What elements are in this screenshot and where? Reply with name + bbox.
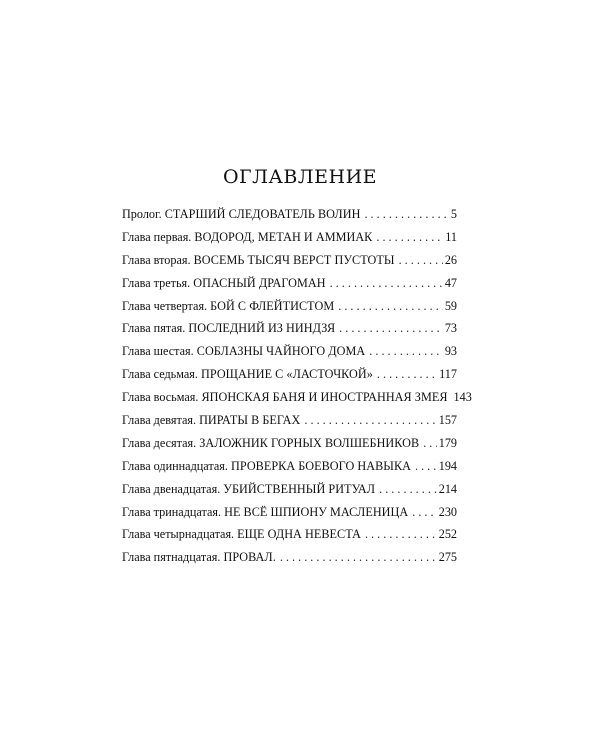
toc-entry-page: 26 xyxy=(444,252,457,267)
toc-entry-prefix: Глава третья. xyxy=(122,275,191,290)
toc-entry-name: ЯПОНСКАЯ БАНЯ И ИНОСТРАННАЯ ЗМЕЯ xyxy=(201,390,448,405)
toc-entry-label xyxy=(122,229,372,245)
toc-list xyxy=(122,206,472,572)
toc-entry xyxy=(122,504,457,527)
toc-entry-page: 214 xyxy=(438,481,457,496)
toc-entry-prefix: Глава пятнадцатая. xyxy=(122,550,221,565)
toc-entry-name: ЕЩЕ ОДНА НЕВЕСТА xyxy=(237,527,361,542)
toc-entry xyxy=(122,320,457,343)
toc-entry-prefix: Глава двенадцатая. xyxy=(122,481,221,496)
toc-entry-label xyxy=(122,389,448,405)
toc-entry xyxy=(122,343,457,366)
toc-entry-page: 59 xyxy=(444,298,457,313)
dot-leader xyxy=(330,275,443,291)
toc-entry-prefix: Глава восьмая. xyxy=(122,390,199,405)
toc-entry-prefix: Глава четырнадцатая. xyxy=(122,527,235,542)
dot-leader xyxy=(280,549,437,565)
toc-entry-page: 252 xyxy=(438,527,457,542)
toc-entry-name: СТАРШИЙ СЛЕДОВАТЕЛЬ ВОЛИН xyxy=(164,207,361,221)
toc-entry-page: 194 xyxy=(438,458,457,473)
dot-leader xyxy=(304,412,436,428)
toc-entry xyxy=(122,481,457,504)
toc-entry-label xyxy=(122,435,419,451)
toc-entry-name: ПИРАТЫ В БЕГАХ xyxy=(199,413,301,428)
toc-entry-prefix: Глава девятая. xyxy=(122,413,197,428)
toc-entry-name: СОБЛАЗНЫ ЧАЙНОГО ДОМА xyxy=(196,344,366,359)
toc-entry-page: 73 xyxy=(444,321,457,336)
toc-entry-prefix: Глава четвертая. xyxy=(122,298,208,313)
toc-entry-prefix: Глава шестая. xyxy=(122,344,194,359)
toc-entry-page: 117 xyxy=(439,367,457,382)
toc-entry xyxy=(122,435,457,458)
toc-entry-label xyxy=(122,252,395,268)
toc-entry xyxy=(122,549,457,572)
dot-leader xyxy=(423,435,437,451)
toc-entry-prefix: Пролог. xyxy=(122,207,162,221)
dot-leader xyxy=(338,298,443,314)
toc-entry-page: 157 xyxy=(438,413,457,428)
dot-leader xyxy=(376,229,443,245)
toc-entry-label xyxy=(122,320,335,336)
toc-entry-label xyxy=(122,504,408,520)
toc-entry-label xyxy=(122,366,373,382)
toc-entry xyxy=(122,366,457,389)
toc-entry-name: УБИЙСТВЕННЫЙ РИТУАЛ xyxy=(223,481,376,496)
toc-entry-name: ПРОЩАНИЕ С «ЛАСТОЧКОЙ» xyxy=(200,367,373,382)
dot-leader xyxy=(377,366,437,382)
toc-entry-page: 143 xyxy=(453,390,472,405)
toc-entry-label xyxy=(122,481,375,497)
toc-entry xyxy=(122,389,472,412)
toc-entry-page: 230 xyxy=(438,504,457,519)
toc-entry-page: 11 xyxy=(445,229,457,244)
toc-entry-label xyxy=(122,206,360,222)
toc-entry-page: 93 xyxy=(444,344,457,359)
toc-entry xyxy=(122,526,457,549)
toc-entry-prefix: Глава пятая. xyxy=(122,321,186,336)
dot-leader xyxy=(364,206,447,222)
toc-entry-label xyxy=(122,549,276,565)
toc-entry-page: 179 xyxy=(438,435,457,450)
dot-leader xyxy=(379,481,437,497)
toc-entry-prefix: Глава одиннадцатая. xyxy=(122,458,228,473)
dot-leader xyxy=(339,320,443,336)
toc-entry-name: ВОДОРОД, МЕТАН И АММИАК xyxy=(194,229,373,244)
toc-entry xyxy=(122,206,457,229)
toc-entry xyxy=(122,229,457,252)
toc-entry-prefix: Глава первая. xyxy=(122,229,192,244)
toc-entry xyxy=(122,458,457,481)
toc-entry xyxy=(122,298,457,321)
dot-leader xyxy=(369,343,443,359)
toc-entry-label xyxy=(122,298,334,314)
dot-leader xyxy=(399,252,443,268)
toc-title: ОГЛАВЛЕНИЕ xyxy=(222,166,378,188)
toc-entry-page: 47 xyxy=(444,275,457,290)
toc-entry-prefix: Глава десятая. xyxy=(122,435,197,450)
toc-entry-name: ПОСЛЕДНИЙ ИЗ НИНДЗЯ xyxy=(188,321,336,336)
toc-entry-prefix: Глава тринадцатая. xyxy=(122,504,222,519)
toc-entry-prefix: Глава седьмая. xyxy=(122,367,198,382)
dot-leader xyxy=(365,526,437,542)
toc-entry-name: ПРОВАЛ. xyxy=(223,550,276,565)
toc-entry-name: ВОСЕМЬ ТЫСЯЧ ВЕРСТ ПУСТОТЫ xyxy=(193,252,395,267)
toc-entry xyxy=(122,412,457,435)
toc-entry-label xyxy=(122,458,411,474)
toc-entry-prefix: Глава вторая. xyxy=(122,252,191,267)
toc-entry-page: 275 xyxy=(438,550,457,565)
toc-entry-name: ЗАЛОЖНИК ГОРНЫХ ВОЛШЕБНИКОВ xyxy=(199,435,420,450)
dot-leader xyxy=(412,504,436,520)
toc-entry-page: 5 xyxy=(450,207,457,221)
toc-entry-name: ОПАСНЫЙ ДРАГОМАН xyxy=(193,275,326,290)
toc-entry-name: НЕ ВСЁ ШПИОНУ МАСЛЕНИЦА xyxy=(224,504,409,519)
toc-entry xyxy=(122,275,457,298)
toc-entry-name: ПРОВЕРКА БОЕВОГО НАВЫКА xyxy=(231,458,411,473)
toc-entry-name: БОЙ С ФЛЕЙТИСТОМ xyxy=(210,298,335,313)
toc-entry-label xyxy=(122,412,300,428)
toc-entry-label xyxy=(122,343,365,359)
toc-entry-label xyxy=(122,275,326,291)
dot-leader xyxy=(415,458,437,474)
toc-entry xyxy=(122,252,457,275)
toc-entry-label xyxy=(122,526,361,542)
